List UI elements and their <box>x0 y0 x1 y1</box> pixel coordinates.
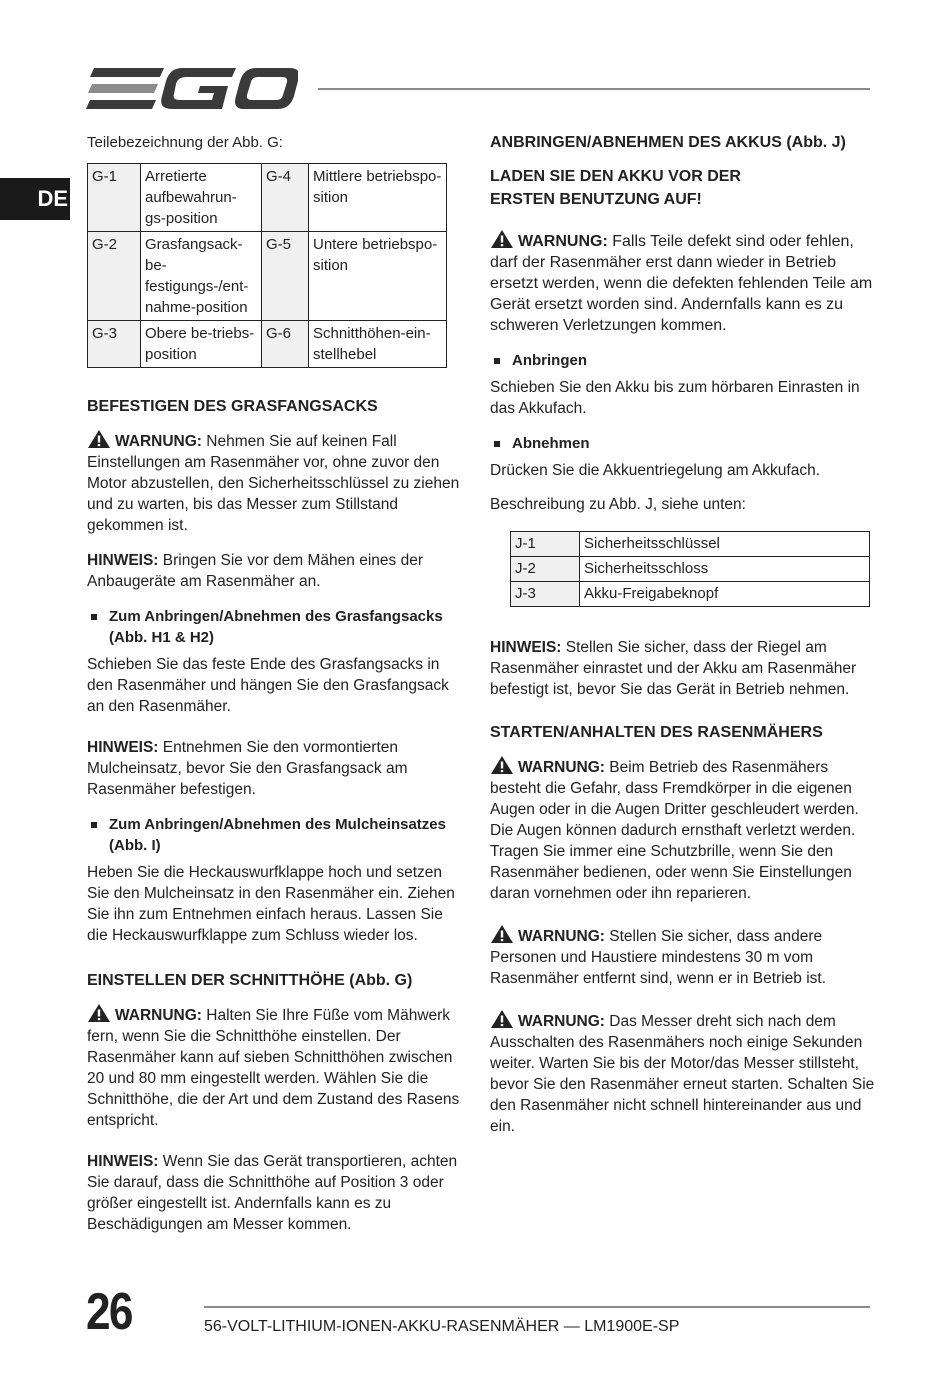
table-row <box>88 164 447 232</box>
left-column <box>87 132 462 1235</box>
warning-triangle-icon <box>490 1009 514 1029</box>
warning-paragraph <box>87 429 462 536</box>
warning-label: WARNUNG: <box>518 759 605 776</box>
warning-text: Falls Teile defekt sind oder fehlen, darf der Rasenmäher erst dann wieder in Betrieb ersetzt werden, wenn die defekten fehlenden Teile am Gerät ersetzt worden sind. Andernfalls kann es zu schweren Verletzungen kommen. <box>490 233 873 334</box>
charge-notice: LADEN SIE DEN AKKU VOR DER ERSTEN BENUTZUNG AUF! <box>490 168 741 208</box>
note-label: HINWEIS: <box>490 639 562 656</box>
warning-triangle-icon <box>490 924 514 944</box>
warning-paragraph <box>87 1003 462 1131</box>
table-row <box>511 582 870 607</box>
part-name: Schnitthöhen-ein-stellhebel <box>309 321 447 368</box>
figure-j-caption: Beschreibung zu Abb. J, siehe unten: <box>490 496 746 513</box>
warning-label: WARNUNG: <box>115 1007 202 1024</box>
note-text: Wenn Sie das Gerät transportieren, achten Sie darauf, dass die Schnitthöhe auf Position 3 oder größer eingestellt ist. Andernfalls kann es zu Beschädigungen am Messer kommen. <box>87 1153 458 1233</box>
bullet-square-icon <box>494 358 500 364</box>
language-tab: DE <box>0 178 70 220</box>
note-label: HINWEIS: <box>87 739 159 756</box>
section-heading-akku: ANBRINGEN/ABNEHMEN DES AKKUS (Abb. J) <box>490 134 846 151</box>
note-label: HINWEIS: <box>87 1153 159 1170</box>
part-name: Akku-Freigabeknopf <box>580 582 870 607</box>
body-paragraph: Heben Sie die Heckauswurfklappe hoch und setzen Sie den Mulcheinsatz in den Rasenmäher ein. Ziehen Sie ihn zum Entnehmen einfach heraus. Lassen Sie die Heckauswurfklappe zum Schluss wieder los. <box>87 864 455 944</box>
part-code: J-2 <box>511 557 580 582</box>
bullet-anbringen: Anbringen <box>490 350 875 371</box>
warning-label: WARNUNG: <box>518 1013 605 1030</box>
warning-label: WARNUNG: <box>518 233 608 250</box>
warning-text: Beim Betrieb des Rasenmähers besteht die Gefahr, dass Fremdkörper in die eigenen Augen oder in die Augen Dritter geschleudert werden. Die Augen können dadurch ernsthaft verletzt werden. Tragen Sie immer eine Schutzbrille, wenn Sie den Rasenmäher bedienen, oder wenn Sie Einstellungen daran vornehmen oder ihn reparieren. <box>490 759 859 902</box>
note-text: Bringen Sie vor dem Mähen eines der Anbaugeräte am Rasenmäher an. <box>87 552 423 590</box>
bullet-square-icon <box>494 441 500 447</box>
warning-label: WARNUNG: <box>518 928 605 945</box>
note-paragraph <box>87 1151 462 1235</box>
warning-label: WARNUNG: <box>115 433 202 450</box>
part-name: Untere betriebspo-sition <box>309 232 447 321</box>
part-name: Sicherheitsschloss <box>580 557 870 582</box>
part-code: G-5 <box>262 232 309 321</box>
part-name: Arretierte aufbewahrun-gs-position <box>141 164 262 232</box>
figure-g-caption: Teilebezeichnung der Abb. G: <box>87 134 283 151</box>
ego-logo <box>86 66 298 112</box>
part-name: Grasfangsack-be-festigungs-/ent-nahme-position <box>141 232 262 321</box>
part-name: Sicherheitsschlüssel <box>580 532 870 557</box>
note-label: HINWEIS: <box>87 552 159 569</box>
warning-paragraph <box>490 229 875 336</box>
warning-triangle-icon <box>490 229 514 249</box>
warning-paragraph <box>490 755 875 904</box>
warning-text: Nehmen Sie auf keinen Fall Einstellungen am Rasenmäher vor, ohne zuvor den Motor abzustellen, den Sicherheitsschlüssel zu ziehen und zu warten, bis das Messer zum Stillstand gekommen ist. <box>87 433 460 534</box>
body-paragraph: Schieben Sie das feste Ende des Grasfangsacks in den Rasenmäher und hängen Sie den Grasfangsack an den Rasenmäher. <box>87 656 449 715</box>
part-code: G-3 <box>88 321 141 368</box>
part-code: G-4 <box>262 164 309 232</box>
parts-table-j <box>510 531 870 607</box>
section-heading-starten: STARTEN/ANHALTEN DES RASENMÄHERS <box>490 724 823 741</box>
part-code: G-1 <box>88 164 141 232</box>
part-code: J-1 <box>511 532 580 557</box>
bullet-square-icon <box>91 822 97 828</box>
warning-triangle-icon <box>87 429 111 449</box>
table-row <box>88 321 447 368</box>
parts-table-g <box>87 163 447 368</box>
bullet-square-icon <box>91 614 97 620</box>
warning-text: Stellen Sie sicher, dass andere Personen und Haustiere mindestens 30 m vom Rasenmäher entfernt sind, wenn er in Betrieb ist. <box>490 928 827 987</box>
note-paragraph <box>87 550 462 592</box>
bullet-grasfangsack: Zum Anbringen/Abnehmen des Grasfangsacks (Abb. H1 & H2) <box>87 606 462 648</box>
part-code: J-3 <box>511 582 580 607</box>
section-heading-schnitthoehe: EINSTELLEN DER SCHNITTHÖHE (Abb. G) <box>87 972 413 989</box>
part-code: G-2 <box>88 232 141 321</box>
footer-rule <box>204 1306 870 1308</box>
warning-triangle-icon <box>490 755 514 775</box>
footer-product-title: 56-VOLT-LITHIUM-IONEN-AKKU-RASENMÄHER — LM1900E-SP <box>204 1318 680 1335</box>
note-text: Entnehmen Sie den vormontierten Mulcheinsatz, bevor Sie den Grasfangsack am Rasenmäher befestigen. <box>87 739 408 798</box>
warning-triangle-icon <box>87 1003 111 1023</box>
warning-paragraph <box>490 924 875 989</box>
table-row <box>511 532 870 557</box>
table-row <box>511 557 870 582</box>
part-code: G-6 <box>262 321 309 368</box>
bullet-abnehmen: Abnehmen <box>490 433 875 454</box>
part-name: Obere be-triebs-position <box>141 321 262 368</box>
header-rule <box>318 88 870 90</box>
body-paragraph: Drücken Sie die Akkuentriegelung am Akkufach. <box>490 462 820 479</box>
section-heading-grasfangsack: BEFESTIGEN DES GRASFANGSACKS <box>87 398 378 415</box>
note-paragraph <box>490 637 875 700</box>
note-text: Stellen Sie sicher, dass der Riegel am Rasenmäher einrastet und der Akku am Rasenmäher befestigt ist, bevor Sie das Gerät in Betrieb nehmen. <box>490 639 857 698</box>
warning-text: Halten Sie Ihre Füße vom Mähwerk fern, wenn Sie die Schnitthöhe einstellen. Der Rasenmäher kann auf sieben Schnitthöhen zwischen 20 und 80 mm eingestellt werden. Wählen Sie die Schnitthöhe, die der Art und dem Zustand des Rasens entspricht. <box>87 1007 460 1129</box>
right-column <box>490 132 875 1137</box>
warning-text: Das Messer dreht sich nach dem Ausschalten des Rasenmähers noch einige Sekunden weiter. Warten Sie bis der Motor/das Messer stillsteht, bevor Sie den Rasenmäher erneut starten. Schalten Sie den Rasenmäher nicht schnell hintereinander aus und ein. <box>490 1013 875 1135</box>
body-paragraph: Schieben Sie den Akku bis zum hörbaren Einrasten in das Akkufach. <box>490 379 860 417</box>
note-paragraph <box>87 737 462 800</box>
warning-paragraph <box>490 1009 875 1137</box>
bullet-mulcheinsatz: Zum Anbringen/Abnehmen des Mulcheinsatzes (Abb. I) <box>87 814 462 856</box>
table-row <box>88 232 447 321</box>
part-name: Mittlere betriebspo-sition <box>309 164 447 232</box>
page-number: 26 <box>86 1283 132 1341</box>
